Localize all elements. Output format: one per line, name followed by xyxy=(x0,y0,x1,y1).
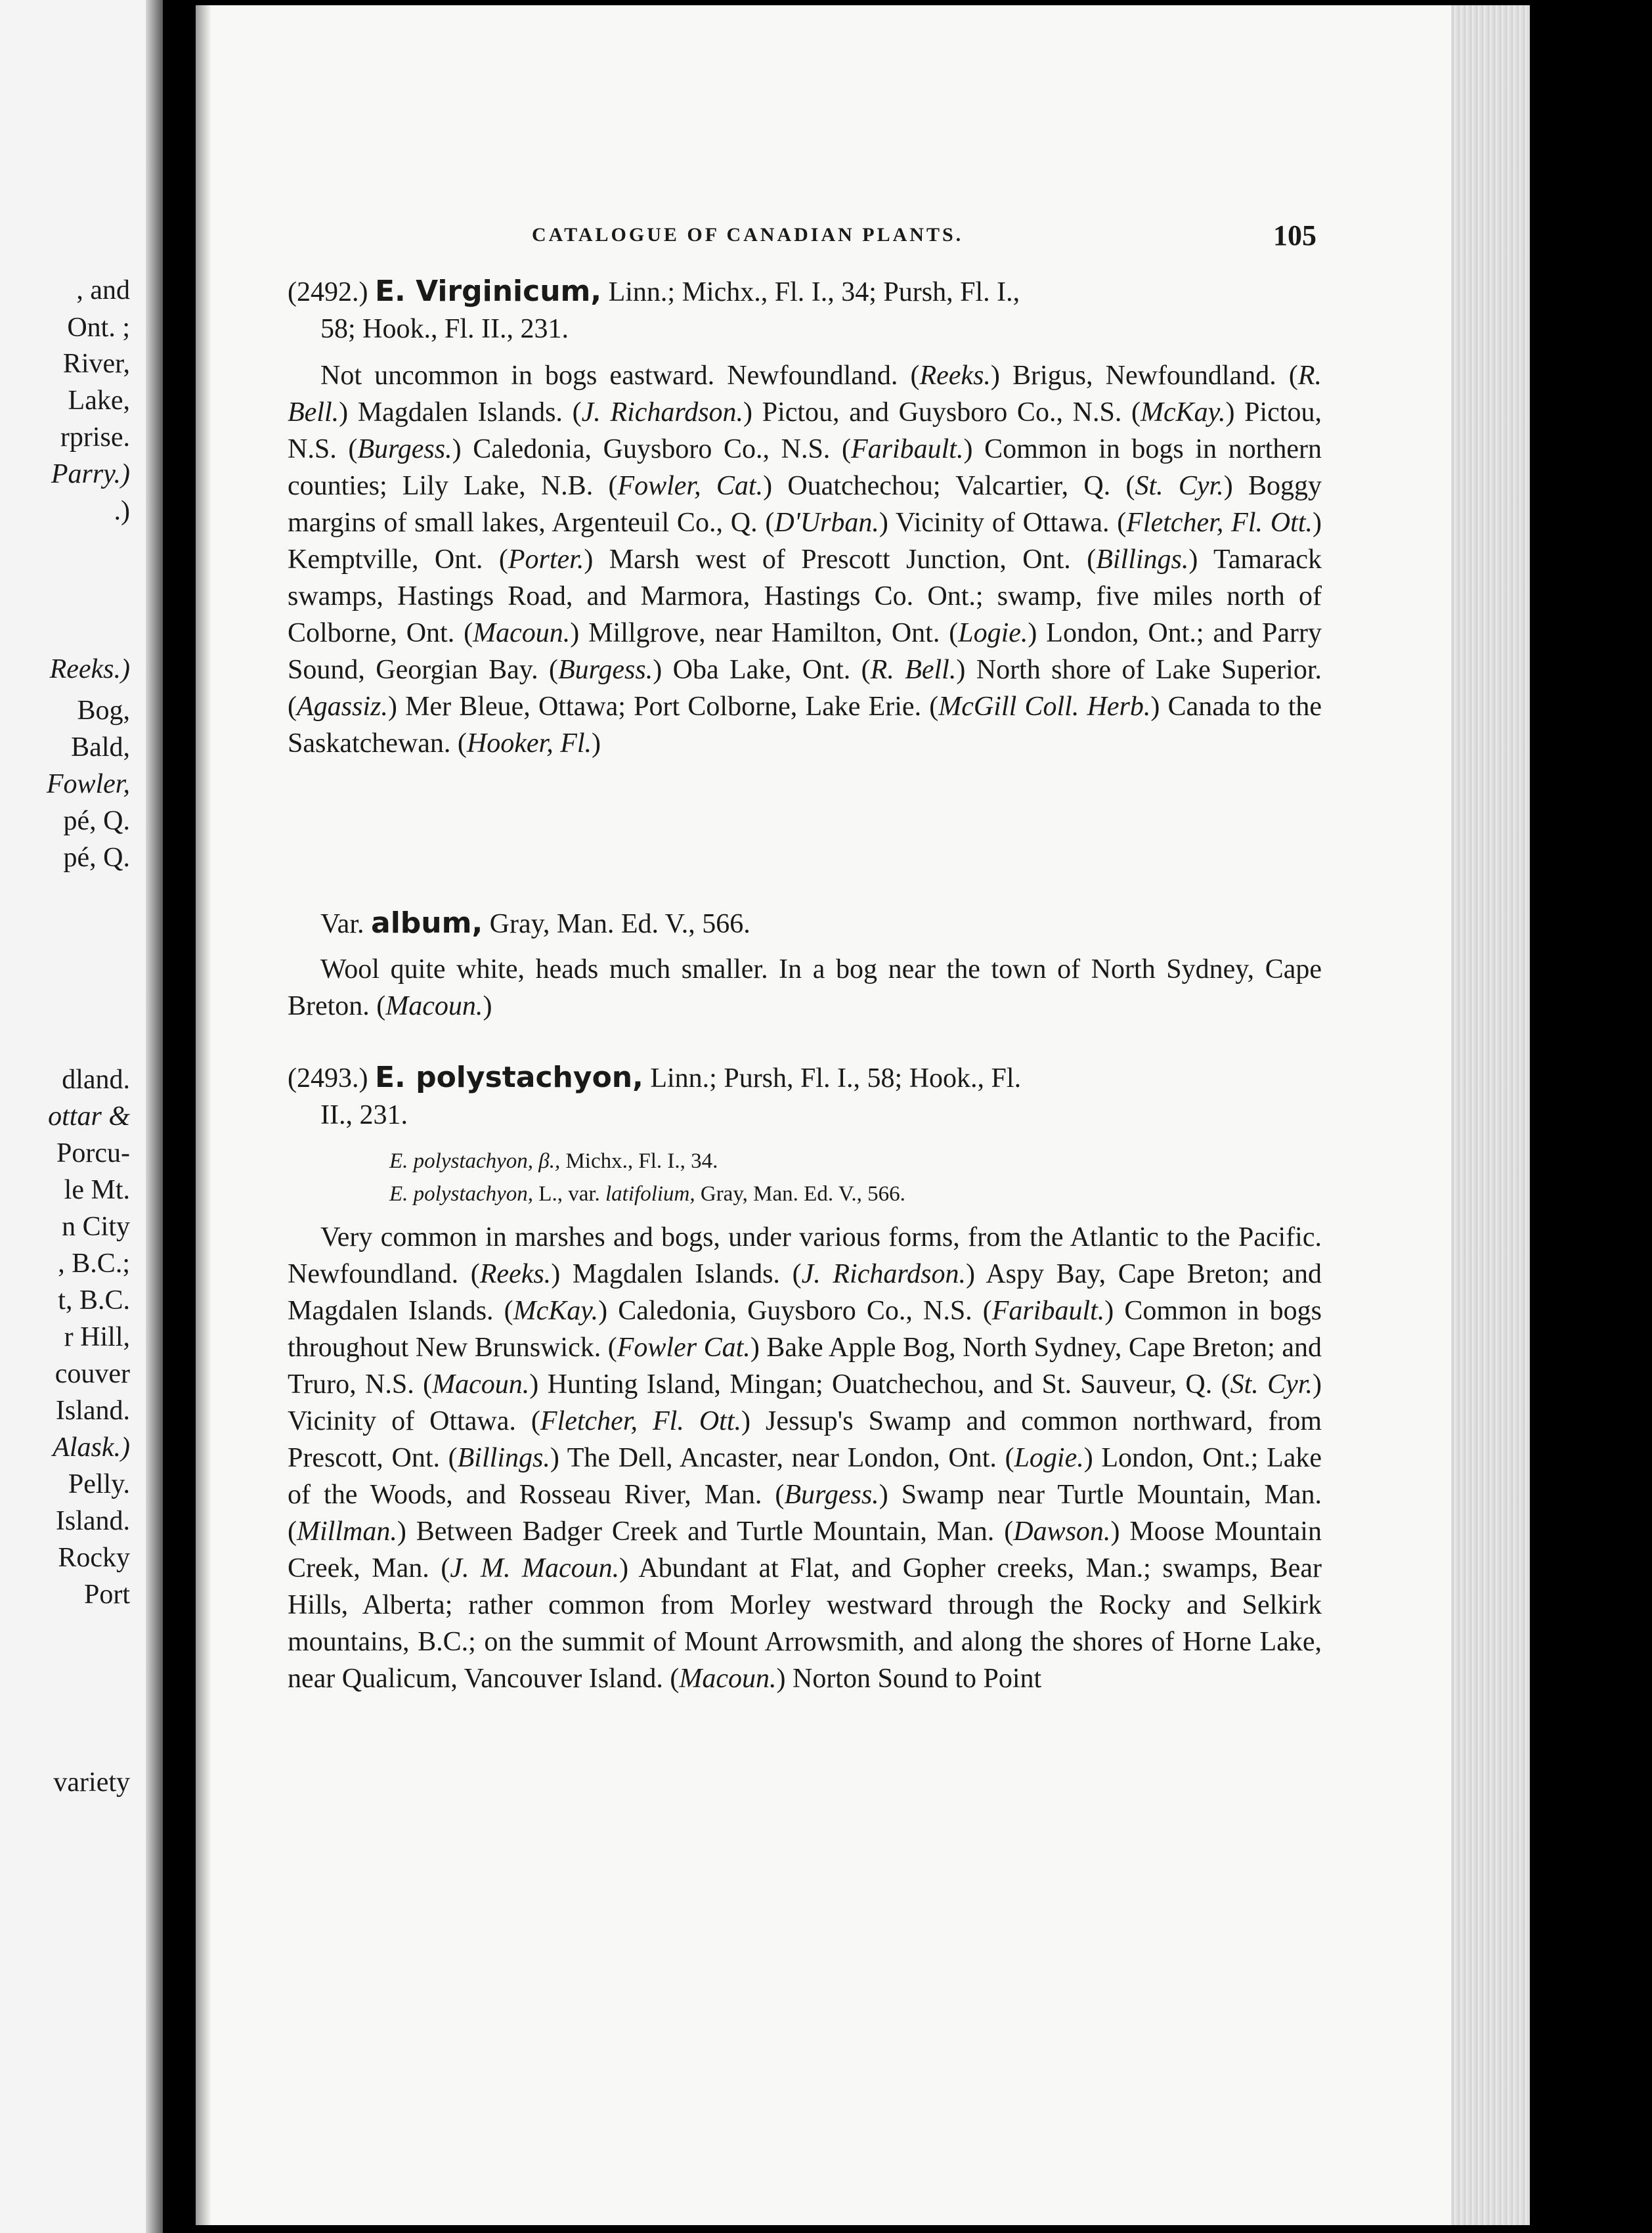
facing-page-line: pé, Q. xyxy=(63,843,130,873)
collector: Burgess. xyxy=(784,1480,879,1510)
facing-page-line: River, xyxy=(62,349,130,379)
entry-2493-distribution: Very common in marshes and bogs, under various forms, from the Atlantic to the Pacific. Newfoundland. (Reeks.) Magdalen Islands. (J. Richardson.) Aspy Bay, Cape Breton; and Magdalen Islands. (McKay.) Caledonia, Guysboro Co., N.S. (Faribault.) Common in bogs throughout New Brunswick. (Fowler Cat.) Bake Apple Bog, North Sydney, Cape Breton; and Truro, N.S. (Macoun.) Hunting Island, Mingan; Ouatchechou, and St. Sauveur, Q. (St. Cyr.) Vicinity of Ottawa. (Fletcher, Fl. Ott.) Jessup's Swamp and common northward, from Prescott, Ont. (Billings.) The Dell, Ancaster, near London, Ont. (Logie.) London, Ont.; Lake of the Woods, and Rosseau River, Man. (Burgess.) Swamp near Turtle Mountain, Man. (Millman.) Between Badger Creek and Turtle Mountain, Man. (Dawson.) Moose Mountain Creek, Man. (J. M. Macoun.) Abundant at Flat, and Gopher creeks, Man.; swamps, Bear Hills, Alberta; rather common from Morley westward through the Rocky and Selkirk mountains, B.C.; on the summit of Mount Arrowsmith, and along the shores of Horne Lake, near Qualicum, Vancouver Island. (Macoun.) Norton Sound to Point xyxy=(288,1222,1322,1694)
collector: Reeks. xyxy=(919,361,991,391)
facing-page-fragment xyxy=(0,0,163,2233)
collector: St. Cyr. xyxy=(1135,471,1224,501)
facing-page-line: le Mt. xyxy=(64,1175,130,1205)
facing-page-line: ottar & xyxy=(48,1101,130,1132)
running-head xyxy=(288,219,1322,258)
collector: Macoun. xyxy=(432,1369,530,1400)
facing-page-line: Rocky xyxy=(58,1543,130,1573)
facing-page-line: Porcu- xyxy=(56,1138,130,1168)
collector: J. M. Macoun. xyxy=(450,1553,620,1583)
collector: Agassiz. xyxy=(297,692,388,722)
synonym-line: E. polystachyon, β., Michx., Fl. I., 34. xyxy=(389,1149,718,1173)
variety-album-heading: Var. album, Gray, Man. Ed. V., 566. xyxy=(320,906,750,940)
collector: Dawson. xyxy=(1013,1516,1111,1547)
collector: McKay. xyxy=(1141,397,1226,428)
facing-page-line: .) xyxy=(114,496,130,526)
facing-page-line: Pelly. xyxy=(68,1469,130,1499)
collector: D'Urban. xyxy=(774,508,879,538)
citation: Gray, Man. Ed. V., 566. xyxy=(483,909,750,939)
citation: Linn.; Michx., Fl. I., 34; Pursh, Fl. I., xyxy=(601,277,1020,307)
collector: R. Bell. xyxy=(870,655,957,685)
collector: Logie. xyxy=(1014,1443,1084,1473)
entry-2492-heading xyxy=(288,273,1322,347)
synonym-line: E. polystachyon, L., var. latifolium, Gray, Man. Ed. V., 566. xyxy=(389,1182,905,1206)
facing-page-line: rprise. xyxy=(60,422,130,453)
facing-page-line: n City xyxy=(62,1212,130,1242)
collector: Fowler Cat. xyxy=(617,1333,750,1363)
facing-page-line: r Hill, xyxy=(64,1322,130,1352)
running-title: CATALOGUE OF CANADIAN PLANTS. xyxy=(532,224,964,246)
facing-page-line: dland. xyxy=(62,1065,130,1095)
facing-page-line: , B.C.; xyxy=(58,1249,130,1279)
collector: Logie. xyxy=(958,618,1028,648)
facing-page-line: Alask.) xyxy=(53,1432,130,1463)
species-name: E. polystachyon, xyxy=(374,1061,643,1094)
collector: R. Bell. xyxy=(288,361,1322,428)
collector: Burgess. xyxy=(557,655,653,685)
variety-name: album, xyxy=(371,906,483,940)
species-name: E. Virginicum, xyxy=(374,275,602,308)
entry-2493-heading xyxy=(288,1059,1322,1134)
collector: St. Cyr. xyxy=(1230,1369,1313,1400)
facing-page-line: Island. xyxy=(55,1506,130,1536)
facing-page-line: Fowler, xyxy=(46,769,130,799)
page-number: 105 xyxy=(1273,219,1316,252)
entry-number: (2493.) xyxy=(288,1063,368,1094)
facing-page-line: Lake, xyxy=(68,386,130,416)
facing-page-line: t, B.C. xyxy=(58,1285,130,1315)
facing-page-line: pé, Q. xyxy=(63,806,130,836)
collector: Hooker, Fl. xyxy=(466,728,592,759)
collector: J. Richardson. xyxy=(581,397,744,428)
collector: McKay. xyxy=(513,1296,599,1326)
page-edge-stack xyxy=(1451,5,1530,2225)
collector: Burgess. xyxy=(357,434,452,464)
collector: Macoun. xyxy=(679,1664,777,1694)
page-shadow xyxy=(196,5,211,2225)
facing-page-line: Ont. ; xyxy=(67,313,130,343)
gutter-shadow xyxy=(146,0,163,2233)
entry-2492-distribution: Not uncommon in bogs eastward. Newfoundland. (Reeks.) Brigus, Newfoundland. (R. Bell.) Magdalen Islands. (J. Richardson.) Pictou, and Guysboro Co., N.S. (McKay.) Pictou, N.S. (Burgess.) Caledonia, Guysboro Co., N.S. (Faribault.) Common in bogs in northern counties; Lily Lake, N.B. (Fowler, Cat.) Ouatchechou; Valcartier, Q. (St. Cyr.) Boggy margins of small lakes, Argenteuil Co., Q. (D'Urban.) Vicinity of Ottawa. (Fletcher, Fl. Ott.) Kemptville, Ont. (Porter.) Marsh west of Prescott Junction, Ont. (Billings.) Tamarack swamps, Hastings Road, and Marmora, Hastings Co. Ont.; swamp, five miles north of Colborne, Ont. (Macoun.) Millgrove, near Hamilton, Ont. (Logie.) London, Ont.; and Parry Sound, Georgian Bay. (Burgess.) Oba Lake, Ont. (R. Bell.) North shore of Lake Superior. (Agassiz.) Mer Bleue, Ottawa; Port Colborne, Lake Erie. (McGill Coll. Herb.) Canada to the Saskatchewan. (Hooker, Fl.) xyxy=(288,361,1322,759)
facing-page-line: Port xyxy=(83,1580,130,1610)
facing-page-line: couver xyxy=(54,1359,130,1389)
collector: J. Richardson. xyxy=(801,1259,966,1289)
collector: Billings. xyxy=(457,1443,550,1473)
facing-page-line: Island. xyxy=(55,1396,130,1426)
citation: Linn.; Pursh, Fl. I., 58; Hook., Fl. xyxy=(643,1063,1022,1094)
collector: Fletcher, Fl. Ott. xyxy=(540,1406,742,1436)
collector: Macoun. xyxy=(385,991,483,1021)
variety-album-description: Wool quite white, heads much smaller. In a bog near the town of North Sydney, Cape Breton. (Macoun.) xyxy=(288,954,1322,1021)
collector: Faribault. xyxy=(850,434,964,464)
book-page xyxy=(196,5,1530,2225)
collector: McGill Coll. Herb. xyxy=(938,692,1151,722)
facing-page-line: variety xyxy=(53,1767,130,1798)
collector: Fowler, Cat. xyxy=(617,471,764,501)
collector: Billings. xyxy=(1096,544,1189,575)
facing-page-line: Bog, xyxy=(77,696,130,726)
facing-page-line: Parry.) xyxy=(51,459,130,489)
collector: Faribault. xyxy=(991,1296,1105,1326)
facing-page-line: Bald, xyxy=(71,732,130,763)
collector: Macoun. xyxy=(473,618,571,648)
collector: Millman. xyxy=(297,1516,397,1547)
citation-continued: 58; Hook., Fl. II., 231. xyxy=(320,314,569,344)
collector: Fletcher, Fl. Ott. xyxy=(1126,508,1313,538)
facing-page-line: , and xyxy=(76,275,130,305)
collector: Porter. xyxy=(508,544,584,575)
entry-number: (2492.) xyxy=(288,277,368,307)
facing-page-line: Reeks.) xyxy=(49,654,130,684)
collector: Reeks. xyxy=(479,1259,552,1289)
citation-continued: II., 231. xyxy=(320,1100,408,1130)
